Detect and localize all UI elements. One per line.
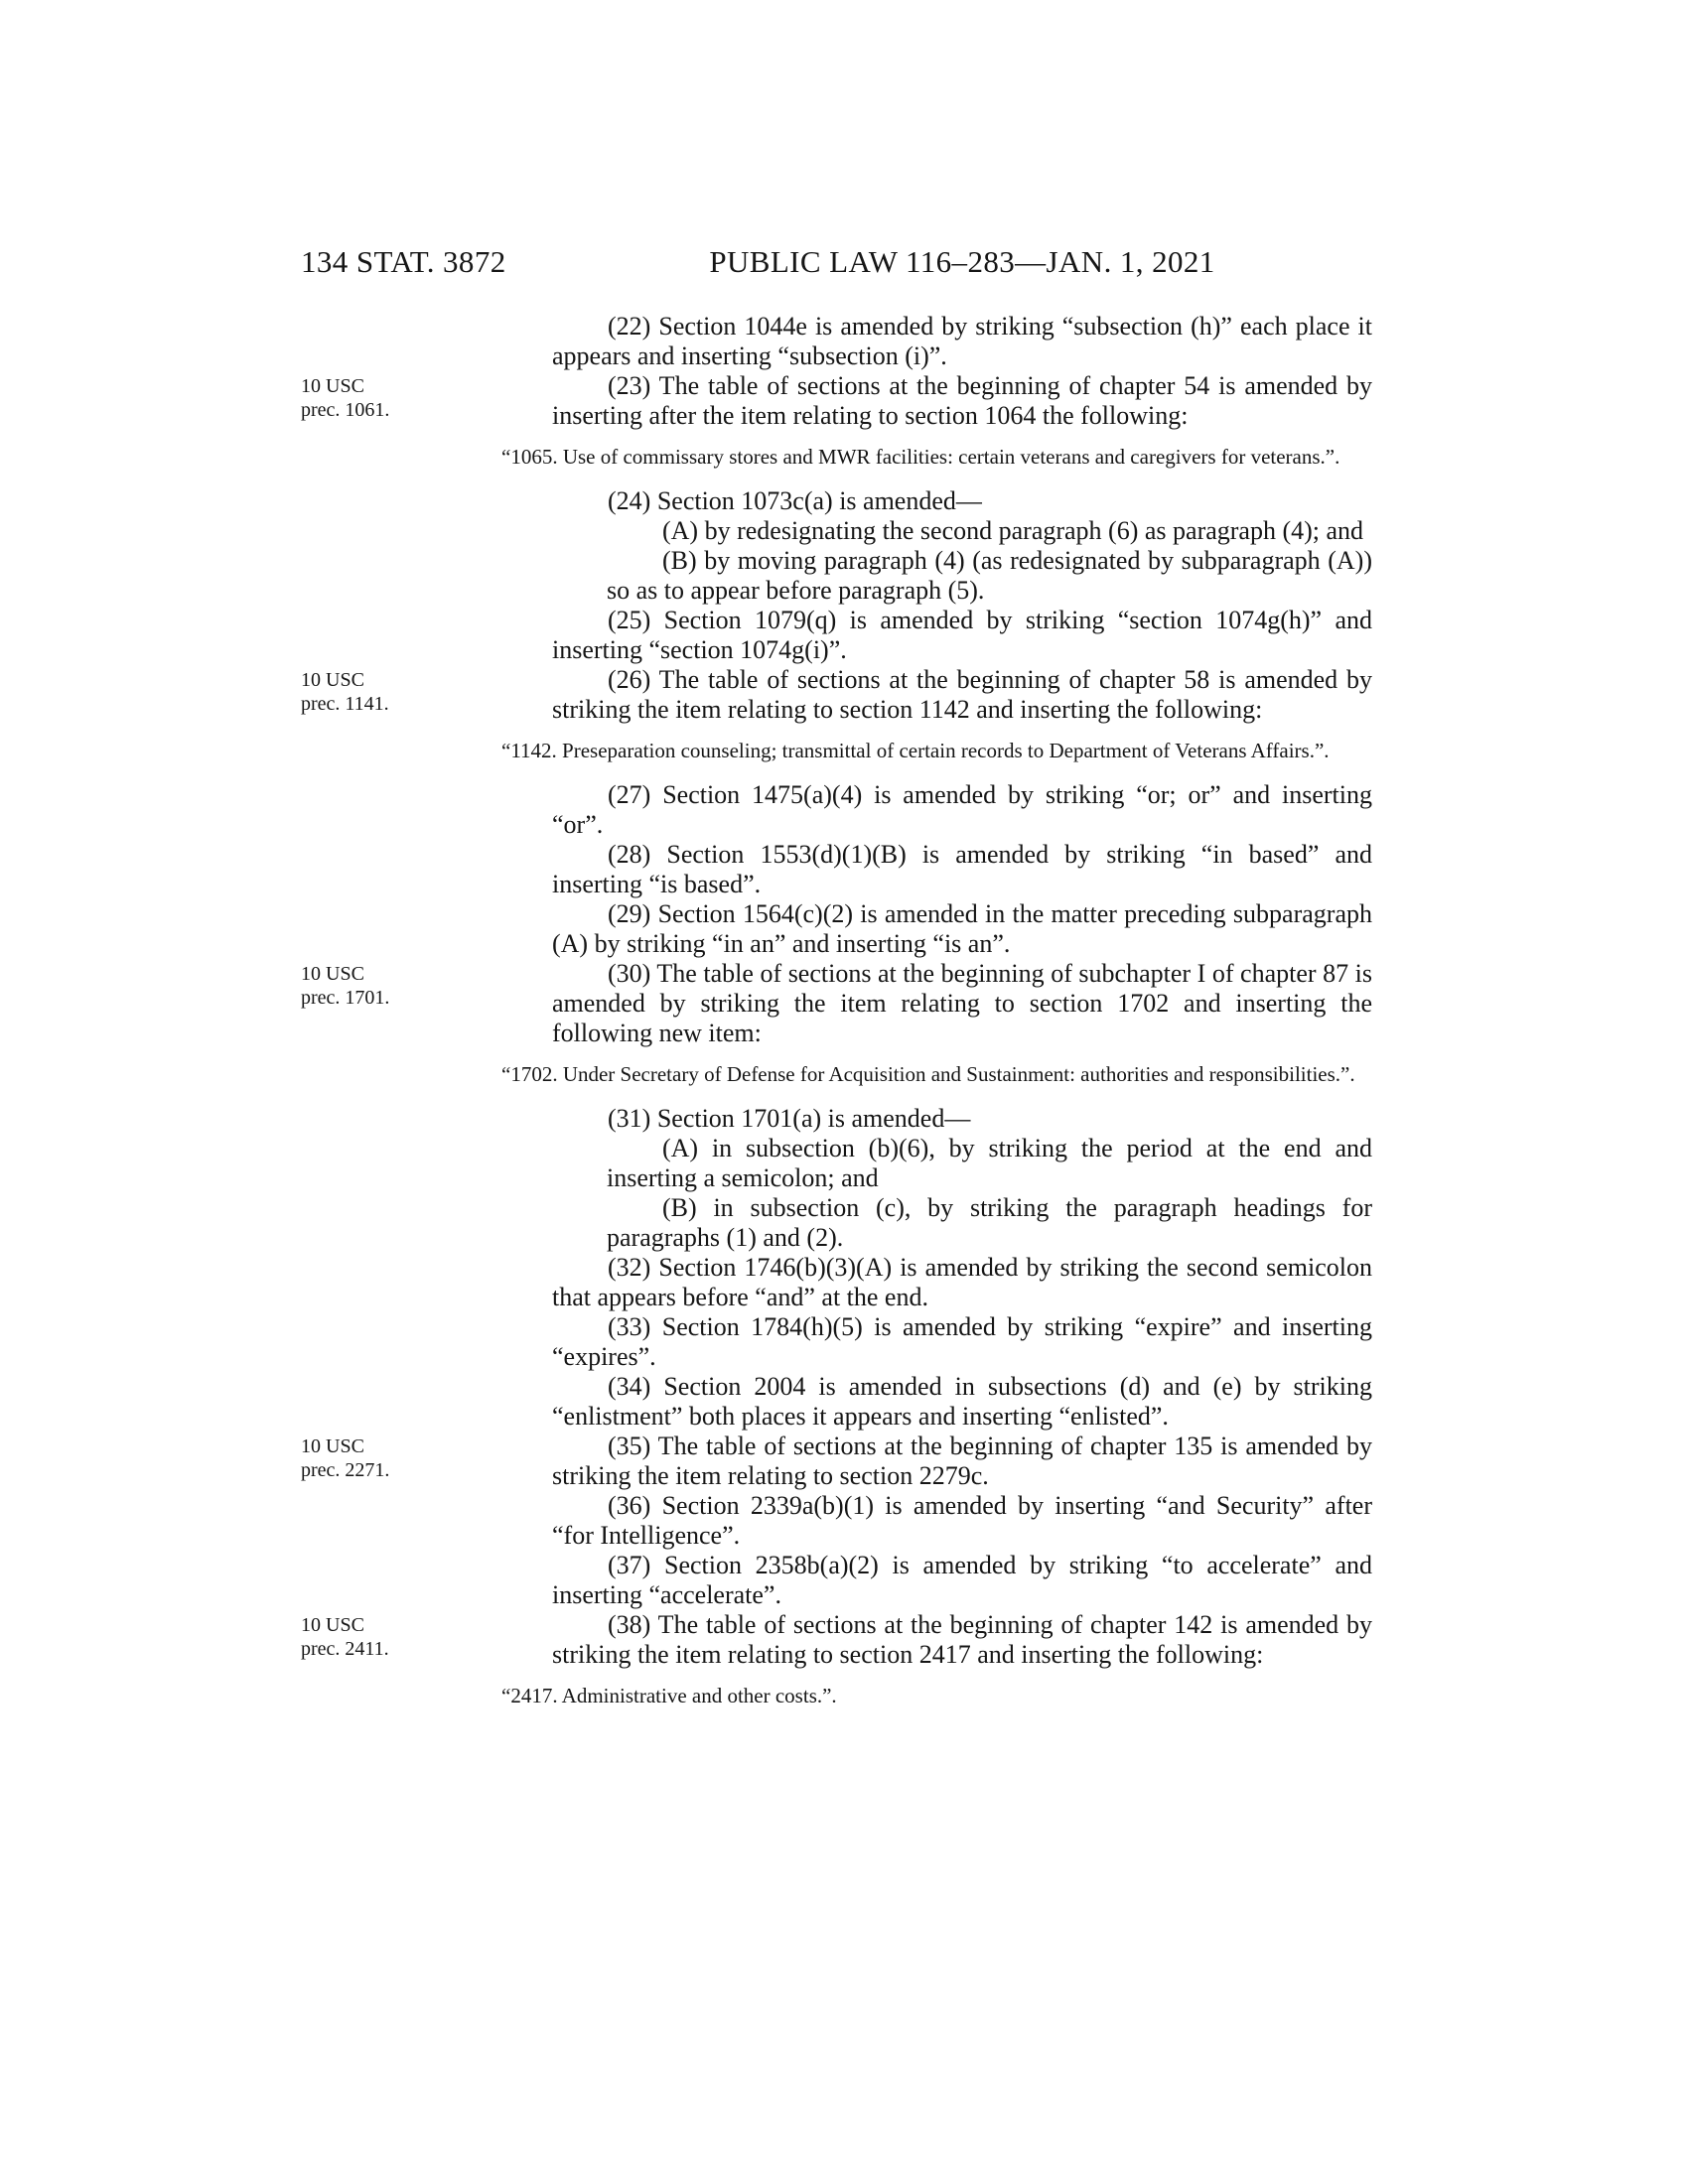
margin-note-line: 10 USC (301, 669, 364, 691)
para-24: (24) Section 1073c(a) is amended— (608, 486, 982, 515)
public-law-heading: PUBLIC LAW 116–283—JAN. 1, 2021 (709, 244, 1215, 279)
margin-note-prec-1061 (301, 374, 509, 422)
para-30-block (301, 959, 1372, 1048)
subpara-24-A: (A) by redesignating the second paragraph (6) as paragraph (4); and (662, 516, 1364, 545)
para-25: (25) Section 1079(q) is amended by striking “section 1074g(h)” and inserting “section 1074g(i)”. (552, 606, 1372, 664)
para-22: (22) Section 1044e is amended by striking “subsection (h)” each place it appears and inserting “subsection (i)”. (552, 312, 1372, 370)
toc-entry-1142: “1142. Preseparation counseling; transmittal of certain records to Department of Veterans Affairs.”. (501, 739, 1330, 762)
para-35: (35) The table of sections at the beginning of chapter 135 is amended by striking the item relating to section 2279c. (552, 1432, 1372, 1490)
para-34: (34) Section 2004 is amended in subsections (d) and (e) by striking “enlistment” both places it appears and inserting “enlisted”. (552, 1372, 1372, 1431)
margin-note-line: 10 USC (301, 963, 364, 985)
para-38-block (301, 1610, 1372, 1670)
margin-note-line: 10 USC (301, 1435, 364, 1457)
margin-note-line: prec. 2411. (301, 1638, 389, 1660)
subpara-24-B: (B) by moving paragraph (4) (as redesignated by subparagraph (A)) so as to appear before paragraph (5). (607, 546, 1372, 605)
para-36: (36) Section 2339a(b)(1) is amended by inserting “and Security” after “for Intelligence”. (552, 1491, 1372, 1550)
page-header (301, 244, 1372, 286)
para-29: (29) Section 1564(c)(2) is amended in the matter preceding subparagraph (A) by striking “in an” and inserting “is an”. (552, 899, 1372, 958)
margin-note-line: prec. 1141. (301, 693, 389, 715)
subpara-31-A: (A) in subsection (b)(6), by striking the period at the end and inserting a semicolon; and (607, 1134, 1372, 1192)
para-27: (27) Section 1475(a)(4) is amended by striking “or; or” and inserting “or”. (552, 780, 1372, 839)
margin-note-prec-2271 (301, 1434, 509, 1482)
margin-note-line: prec. 1061. (301, 399, 390, 421)
para-35-block (301, 1432, 1372, 1491)
para-23-block (301, 371, 1372, 431)
para-30: (30) The table of sections at the beginning of subchapter I of chapter 87 is amended by striking the item relating to section 1702 and inserting the following new item: (552, 959, 1372, 1047)
subpara-31-B: (B) in subsection (c), by striking the paragraph headings for paragraphs (1) and (2). (607, 1193, 1372, 1252)
margin-note-line: 10 USC (301, 1614, 364, 1636)
para-33: (33) Section 1784(h)(5) is amended by striking “expire” and inserting “expires”. (552, 1312, 1372, 1371)
para-32: (32) Section 1746(b)(3)(A) is amended by striking the second semicolon that appears before “and” at the end. (552, 1253, 1372, 1311)
para-26-block (301, 665, 1372, 725)
margin-note-line: prec. 2271. (301, 1459, 390, 1481)
toc-entry-2417: “2417. Administrative and other costs.”. (501, 1684, 837, 1707)
margin-note-prec-1701 (301, 962, 509, 1010)
body-text-column (301, 312, 1372, 1725)
margin-note-prec-1141 (301, 668, 509, 716)
toc-entry-1702: “1702. Under Secretary of Defense for Acquisition and Sustainment: authorities and responsibilities.”. (501, 1062, 1355, 1086)
para-23: (23) The table of sections at the beginning of chapter 54 is amended by inserting after the item relating to section 1064 the following: (552, 371, 1372, 430)
para-31: (31) Section 1701(a) is amended— (608, 1104, 971, 1133)
margin-note-line: 10 USC (301, 375, 364, 397)
para-37: (37) Section 2358b(a)(2) is amended by striking “to accelerate” and inserting “accelerate”. (552, 1551, 1372, 1609)
margin-note-line: prec. 1701. (301, 987, 390, 1009)
para-26: (26) The table of sections at the beginning of chapter 58 is amended by striking the item relating to section 1142 and inserting the following: (552, 665, 1372, 724)
para-28: (28) Section 1553(d)(1)(B) is amended by striking “in based” and inserting “is based”. (552, 840, 1372, 898)
margin-note-prec-2411 (301, 1613, 509, 1661)
toc-entry-1065: “1065. Use of commissary stores and MWR facilities: certain veterans and caregivers for veterans.”. (501, 445, 1340, 469)
para-38: (38) The table of sections at the beginning of chapter 142 is amended by striking the item relating to section 2417 and inserting the following: (552, 1610, 1372, 1669)
stat-page-number: 134 STAT. 3872 (301, 244, 506, 279)
